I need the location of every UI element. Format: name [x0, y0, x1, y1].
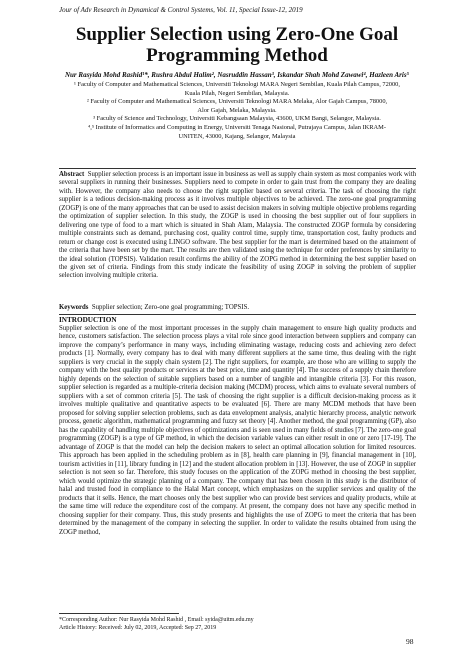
affiliation-line: ¹ Faculty of Computer and Mathematical Sciences, Universiti Teknologi MARA Negeri Sembilan, Kuala Pilah Campus, 72000,: [74, 81, 400, 88]
journal-header: Jour of Adv Research in Dynamical & Control Systems, Vol. 11, Special Issue-12, 2019: [59, 6, 303, 14]
abstract-top-rule: [59, 168, 416, 169]
affiliations: [40, 81, 434, 141]
affiliation-line: Kuala Pilah, Negeri Sembilan, Malaysia.: [184, 89, 290, 97]
introduction-text: Supplier selection is one of the most important processes in the supply chain management to ensure high quality products and hence, customers satisfaction. The selection process plays a vital role since good interaction between suppliers and company can improve the company’s performance in many ways, including eliminating wastage, reducing costs and achieving zero defect products [1]. Normally, every company has to deal with many different suppliers at the same time, thus dealing with the right suppliers is very crucial in the supply chain system [2]. The right suppliers, for example, are those who are willing to supply the company with the best quality products or services at the best price, time and quantity [4]. The success of a supply chain therefore highly depends on the selection of suitable suppliers based on a number of tangible and intangible criteria [3]. For this reason, supplier selection is regarded as a multiple-criteria decision making (MCDM) process, which aims to evaluate several numbers of suppliers with a set of common criteria [5]. The task of choosing the right supplier is a difficult decision-making process as it involves multiple qualitative and quantitative aspects to be evaluated [6]. There are many MCDM methods that have been proposed for solving supplier selection problems, such as data envelopment analysis, analytic hierarchy process, analytic network process, genetic algorithm, mathematical programming and fuzzy set theory [4]. Another method, the goal programming (GP), also has the capability of handling multiple objectives of optimizations and is seen used in many fields of studies [7]. The zero-one goal programming (ZOGP) is a type of GP method, in which the decision variable values can either result in one or zero [17-19]. The advantage of ZOGP is that the model can help the decision makers to select an optimal allocation solution for limited resources. This approach has been applied in the scheduling problem as in [8], health care planning in [9], financial management in [10], tourism activities in [11], library funding in [12] and the student allocation problem in [13]. However, the use of ZOGP in supplier selection is not seen so far. Therefore, this study focuses on the application of the ZOPG method in choosing the best supplier, which would optimize the strategic planning of a company. The company that has been chosen in this study is the distributor of halal and trusted food in compliance to the Halal Mart concept, which emphasizes on the supplier services and quality of the products that it sells. Hence, the mart chooses only the best supplier who can provide best services and quality products, while at the same time will reduce the expenditure cost of the company. At present, the company does not have any specific method in choosing supplier for their company. Thus, this study presents and highlights the use of ZOPG to meet the criteria that has been determined by the management of the company in selecting the supplier. In order to validate the results obtained from using the ZOGP method,: [59, 325, 416, 536]
footnote-rule: [59, 613, 179, 614]
affiliation-line: UNITEN, 43000, Kajang, Selangor, Malaysia: [178, 132, 296, 140]
affiliation-line: Alor Gajah, Melaka, Malaysia.: [197, 106, 277, 114]
abstract-text: Supplier selection process is an important issue in business as well as supply chain system as most companies work with several suppliers in running their businesses. Suppliers need to compete in order to gain trust from the company they are dealing with. However, the company also needs to choose the right supplier based on several criteria. The task of choosing the right supplier is a tedious decision-making process as it involves multiple objectives to be achieved. The zero-one goal programming (ZOGP) is one of the many approaches that can be used to assist decision makers in solving multiple objective problems regarding the optimization of supplier selection. In this study, the ZOGP is used in choosing the best supplier out of four suppliers in delivering one type of food to a mart which is situated in Shah Alam, Malaysia. The constructed ZOGP formula by considering multiple constraints such as demand, purchasing cost, quality control time, supply time, transportation cost, faulty products and return or change cost is executed using LINGO software. The best supplier for the mart is determined based on the attainment of the criteria that have been set by the mart. The results are then validated using the technique for order preferences by similarity to the ideal solution (TOPSIS). Validation result confirms the ability of the ZOPG method in determining the best supplier based on the given set of criteria. Findings from this study indicate the feasibility of using ZOGP in solving the problem of supplier selection involving multiple criteria.: [59, 171, 416, 280]
affiliation-line: ⁴,⁵ Institute of Informatics and Computing in Energy, Universiti Tenaga Nasional, Putrajaya Campus, Jalan IKRAM-: [88, 123, 386, 131]
abstract-label: Abstract: [59, 171, 85, 178]
corresponding-author: *Corresponding Author: Nur Rasyida Mohd Rashid , Email: syida@uitm.edu.my: [59, 617, 254, 623]
affiliation-line: ² Faculty of Computer and Mathematical Sciences, Universiti Teknologi MARA Melaka, Alor Gajah Campus, 78000,: [86, 98, 388, 106]
article-history: Article History: Received: July 02, 2019, Accepted: Sep 27, 2019: [59, 625, 217, 631]
footnote: [59, 616, 254, 632]
author-list: Nur Rasyida Mohd Rashid¹*, Rushra Abdul Halim², Nasruddin Hassan³, Iskandar Shah Mohd Zawawi⁴, Hazleen Aris⁵: [64, 71, 410, 79]
keywords-text: Supplier selection; Zero-one goal programming; TOPSIS.: [91, 304, 250, 311]
abstract-bottom-rule: [59, 314, 416, 315]
page-number: 98: [406, 637, 414, 646]
abstract: [59, 171, 416, 281]
affiliation-line: ³ Faculty of Science and Technology, Universiti Kebangsaan Malaysia, 43600, UKM Bangi, Selangor, Malaysia.: [93, 115, 381, 123]
paper-title: Supplier Selection using Zero-One Goal Programming Method: [75, 24, 399, 66]
section-heading-introduction: INTRODUCTION: [59, 316, 117, 324]
keywords-label: Keywords: [59, 304, 89, 311]
keywords: [59, 304, 416, 311]
